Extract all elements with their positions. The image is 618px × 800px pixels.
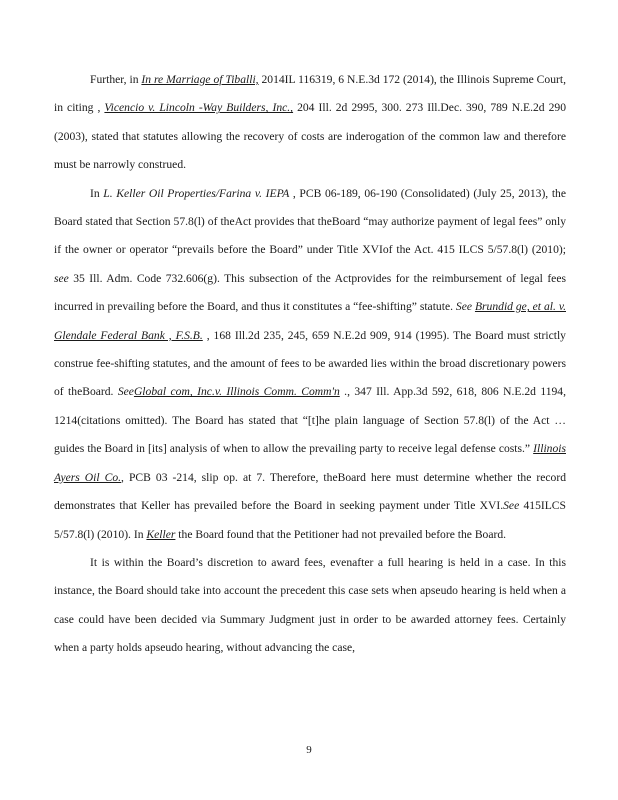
text-run: 415ILCS 5/57.8(l) (2010). In — [54, 499, 566, 541]
document-body — [54, 66, 566, 663]
text-run: In — [90, 186, 104, 200]
paragraph-3 — [54, 549, 566, 663]
signal-word: See — [117, 385, 134, 399]
signal-word: See — [503, 499, 520, 513]
text-run: 35 Ill. Adm. Code 732.606(g). This subsection of the Actprovides for the reimbursement of legal fees incurred in prevailing before the Board, and thus it constitutes a “fee-shifting” statute. — [54, 271, 566, 314]
signal-word: See — [455, 300, 473, 314]
text-run: 2014IL 116319, 6 N.E.3d 172 (2014), the Illinois Supreme Court, in citing , — [54, 73, 566, 115]
paragraph-2 — [54, 180, 566, 549]
text-run: It is within the Board’s discretion to award fees, evenafter a full hearing is held in a case. In this instance, the Board should take into account the precedent this case sets when apseudo hearing is held when a case could have been decided via Summary Judgment just in order to be awarded attorney fees. Certainly when a party holds apseudo hearing, without advancing the case, — [54, 555, 566, 655]
text-run: 204 Ill. 2d 2995, 300. 273 Ill.Dec. 390, 789 N.E.2d 290 (2003), stated that statutes allowing the recovery of costs are inderogation of the common law and therefore must be narrowly construed. — [54, 101, 567, 172]
case-citation-brundidge: Brundid ge, et al. v. Glendale Federal Bank , F.S.B. — [54, 300, 566, 342]
case-citation-globalcom: Global com, Inc.v. Illinois Comm. Comm'n — [133, 385, 340, 399]
page-number: 9 — [306, 744, 312, 756]
case-citation-keller-short: Keller — [146, 527, 176, 541]
case-citation-keller: L. Keller Oil Properties/Farina v. IEPA — [103, 186, 290, 200]
case-citation-vicencio: Vicencio v. Lincoln -Way Builders, Inc., — [104, 101, 294, 115]
text-run: , PCB 06-189, 06-190 (Consolidated) (July 25, 2013), the Board stated that Section 57.8(l) of theAct provides that theBoard “may authorize payment of legal fees” only if the owner or operator “prevails before the Board” under Title XVIof the Act. 415 ILCS 5/57.8(l) (2010); — [54, 186, 566, 257]
paragraph-1 — [54, 66, 566, 180]
case-citation-ayers: Illinois Ayers Oil Co. — [54, 442, 566, 484]
text-run: Further, in — [90, 73, 142, 86]
text-run: , PCB 03 -214, slip op. at 7. Therefore, theBoard here must determine whether the record demonstrates that Keller has prevailed before the Board in seeking payment under Title XVI. — [54, 470, 566, 513]
signal-word: see — [54, 271, 69, 285]
text-run: the Board found that the Petitioner had not prevailed before the Board. — [175, 527, 507, 541]
text-run: , 168 Ill.2d 235, 245, 659 N.E.2d 909, 914 (1995). The Board must strictly construe fee-shifting statutes, and the amount of fees to be awarded lies within the broad discretionary powers of theBoard. — [54, 328, 566, 399]
case-citation-tiballi: In re Marriage of Tiballi, — [141, 73, 259, 86]
text-run: ., 347 Ill. App.3d 592, 618, 806 N.E.2d 1194, 1214(citations omitted). The Board has stated that “[t]he plain language of Section 57.8(l) of the Act … guides the Board in [its] analysis of when to allow the prevailing party to receive legal defense costs.” — [54, 385, 566, 456]
